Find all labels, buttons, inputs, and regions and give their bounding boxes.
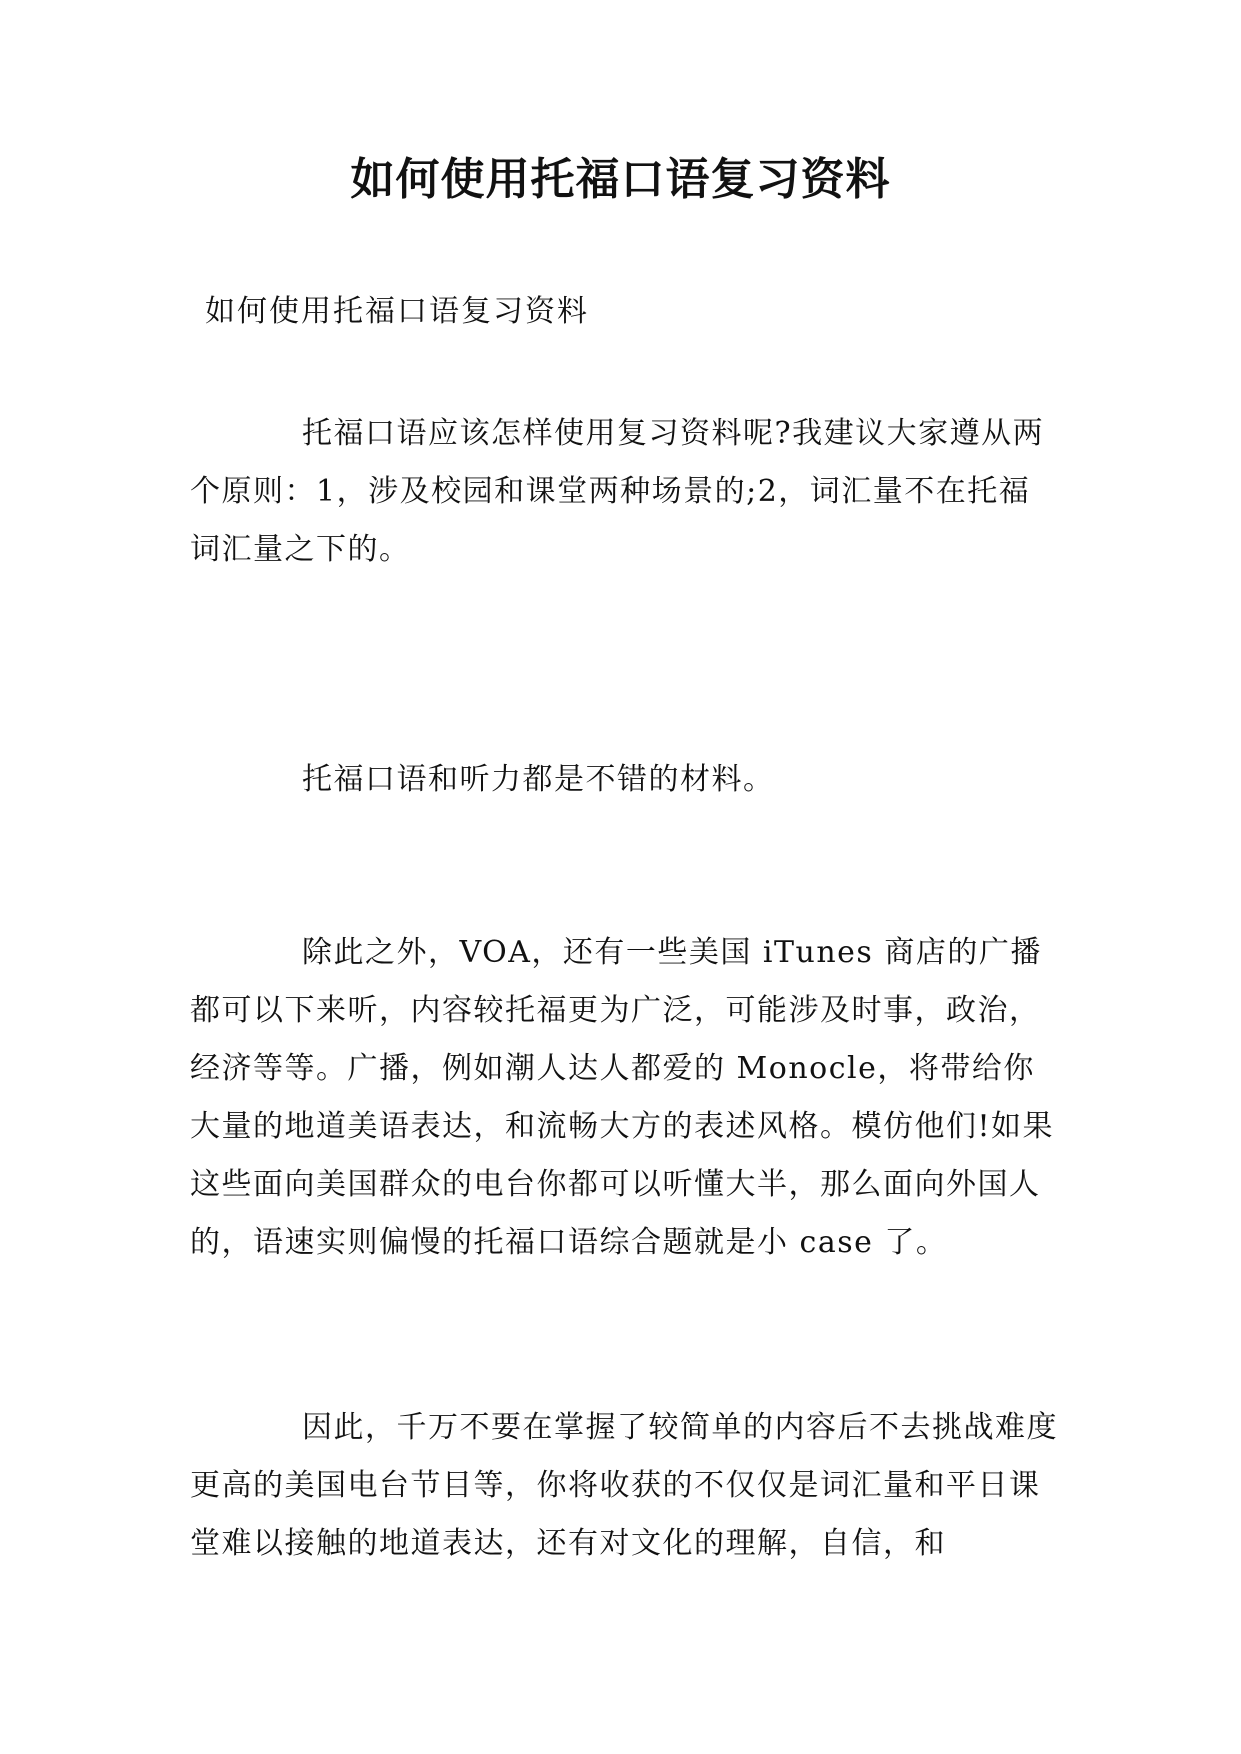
paragraph-3: 除此之外，VOA，还有一些美国 iTunes 商店的广播都可以下来听，内容较托福更为广泛，可能涉及时事，政治，经济等等。广播，例如潮人达人都爱的 Monocle，将带给你大量的地道美语表达，和流畅大方的表述风格。模仿他们!如果这些面向美国群众的电台你都可以听懂大半，那么面向外国人的，语速实则偏慢的托福口语综合题就是小 case 了。: [190, 935, 1055, 1260]
paragraph-1: 托福口语应该怎样使用复习资料呢?我建议大家遵从两个原则：1，涉及校园和课堂两种场景的;2，词汇量不在托福词汇量之下的。: [190, 416, 1045, 567]
paragraph-4: 因此，千万不要在掌握了较简单的内容后不去挑战难度更高的美国电台节目等，你将收获的不仅仅是词汇量和平日课堂难以接触的地道表达，还有对文化的理解，自信，和: [190, 1410, 1058, 1561]
document-title: 如何使用托福口语复习资料: [350, 154, 891, 205]
document-subtitle: 如何使用托福口语复习资料: [205, 294, 589, 329]
paragraph-2: 托福口语和听力都是不错的材料。: [302, 762, 775, 797]
